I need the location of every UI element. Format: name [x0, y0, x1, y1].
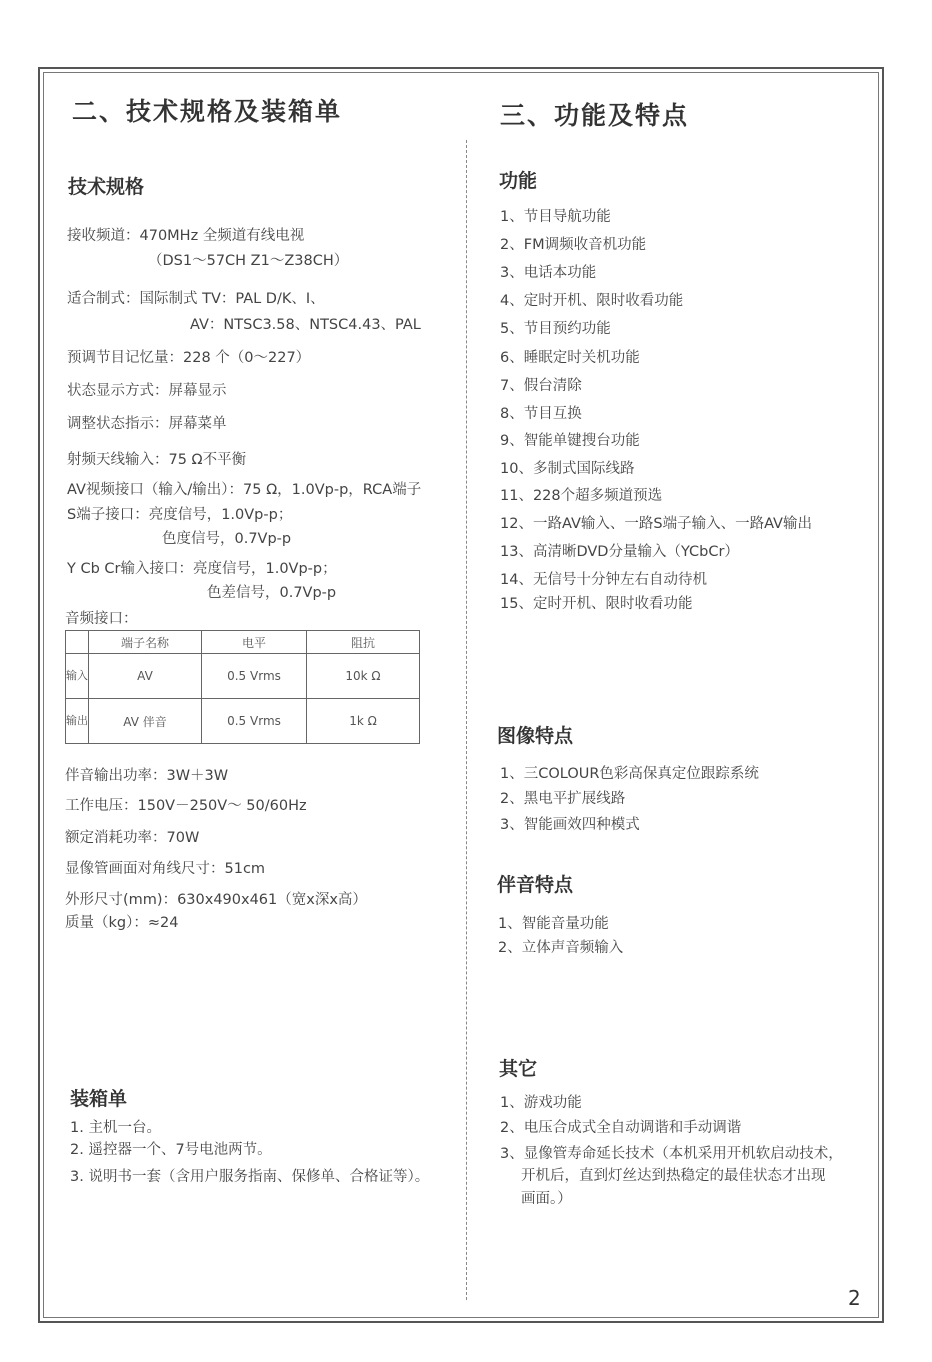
other-item: 3、显像管寿命延长技术（本机采用开机软启动技术，: [500, 1146, 843, 1162]
row-level: 0.5 Vrms: [202, 654, 307, 699]
function-item: 13、高清晰DVD分量输入（YCbCr）: [500, 544, 739, 560]
function-item: 5、节目预约功能: [500, 321, 611, 337]
right-title: 三、功能及特点: [500, 101, 690, 130]
function-item: 10、多制式国际线路: [500, 461, 635, 477]
row-impedance: 1k Ω: [307, 699, 420, 744]
functions-heading: 功能: [499, 170, 538, 192]
other-item: 1、游戏功能: [500, 1095, 582, 1111]
row-side-label: 输入: [66, 654, 89, 699]
spec-dimensions: 外形尺寸(mm)：630x490x461（宽x深x高）: [65, 892, 367, 908]
spec-voltage: 工作电压：150V－250V～ 50/60Hz: [65, 798, 307, 814]
function-item: 4、定时开机、限时收看功能: [500, 293, 684, 309]
spec-system-av: AV：NTSC3.58、NTSC4.43、PAL: [190, 317, 421, 333]
spec-weight: 质量（kg）：≈24: [65, 915, 179, 931]
function-item: 2、FM调频收音机功能: [500, 237, 647, 253]
other-item-continued: 画面。）: [521, 1191, 572, 1207]
function-item: 1、节目导航功能: [500, 209, 611, 225]
row-terminal-name: AV 伴音: [89, 699, 202, 744]
function-item: 12、一路AV输入、一路S端子输入、一路AV输出: [500, 516, 812, 532]
spec-power-output: 伴音输出功率：3W＋3W: [65, 768, 229, 784]
spec-heading: 技术规格: [68, 176, 145, 198]
other-item: 2、电压合成式全自动调谐和手动调谐: [500, 1120, 742, 1136]
spec-receive: 接收频道：470MHz 全频道有线电视: [67, 228, 305, 244]
spec-status-display: 状态显示方式：屏幕显示: [67, 383, 227, 399]
spec-receive-channels: （DS1～57CH Z1～Z38CH）: [148, 253, 349, 269]
page-number: 2: [848, 1286, 861, 1310]
audio-interface-table: [65, 630, 420, 744]
function-item: 9、智能单键搜台功能: [500, 433, 640, 449]
row-side-label: 输出: [66, 699, 89, 744]
table-row: [66, 699, 420, 744]
packing-item: 3. 说明书一套（含用户服务指南、保修单、合格证等）。: [70, 1169, 430, 1185]
packing-heading: 装箱单: [70, 1088, 128, 1110]
sound-feature-item: 1、智能音量功能: [498, 916, 609, 932]
left-title: 二、技术规格及装箱单: [72, 97, 343, 126]
header-impedance: 阻抗: [307, 631, 420, 654]
function-item: 8、节目互换: [500, 406, 582, 422]
spec-av-io: AV视频接口（输入/输出）：75 Ω，1.0Vp-p，RCA端子: [67, 482, 422, 498]
function-item: 15、定时开机、限时收看功能: [500, 596, 693, 612]
row-terminal-name: AV: [89, 654, 202, 699]
packing-item: 2. 遥控器一个、7号电池两节。: [70, 1142, 272, 1158]
spec-ycbcr: Y Cb Cr输入接口：亮度信号，1.0Vp-p；: [67, 561, 337, 577]
spec-rf-input: 射频天线输入：75 Ω不平衡: [67, 452, 247, 468]
packing-item: 1. 主机一台。: [70, 1120, 161, 1136]
spec-memory: 预调节目记忆量：228 个（0～227）: [67, 350, 311, 366]
header-level: 电平: [202, 631, 307, 654]
other-heading: 其它: [499, 1058, 538, 1080]
sound-features-heading: 伴音特点: [497, 874, 574, 896]
row-impedance: 10k Ω: [307, 654, 420, 699]
row-level: 0.5 Vrms: [202, 699, 307, 744]
other-item-continued: 开机后，直到灯丝达到热稳定的最佳状态才出现: [521, 1168, 826, 1184]
spec-ycbcr-chroma: 色差信号，0.7Vp-p: [207, 585, 337, 601]
table-row: [66, 654, 420, 699]
spec-system: 适合制式：国际制式 TV：PAL D/K、I、: [67, 291, 325, 307]
spec-screen-size: 显像管画面对角线尺寸：51cm: [65, 861, 266, 877]
image-features-heading: 图像特点: [497, 725, 574, 747]
audio-interface-label: 音频接口：: [65, 611, 138, 627]
image-feature-item: 2、黑电平扩展线路: [500, 791, 626, 807]
function-item: 14、无信号十分钟左右自动待机: [500, 572, 707, 588]
table-header-row: [66, 631, 420, 654]
image-feature-item: 1、三COLOUR色彩高保真定位跟踪系统: [500, 766, 759, 782]
spec-s-video-chroma: 色度信号，0.7Vp-p: [162, 531, 292, 547]
spec-s-video: S端子接口：亮度信号，1.0Vp-p；: [67, 507, 293, 523]
header-terminal-name: 端子名称: [89, 631, 202, 654]
sound-feature-item: 2、立体声音频输入: [498, 940, 624, 956]
function-item: 7、假台清除: [500, 378, 582, 394]
function-item: 6、睡眠定时关机功能: [500, 350, 640, 366]
column-divider: [466, 140, 467, 1300]
function-item: 11、228个超多频道预选: [500, 488, 663, 504]
image-feature-item: 3、智能画效四种模式: [500, 817, 640, 833]
function-item: 3、电话本功能: [500, 265, 597, 281]
spec-adjust-indicator: 调整状态指示：屏幕菜单: [67, 416, 227, 432]
table-corner-cell: [66, 631, 89, 654]
spec-consumption: 额定消耗功率：70W: [65, 830, 200, 846]
